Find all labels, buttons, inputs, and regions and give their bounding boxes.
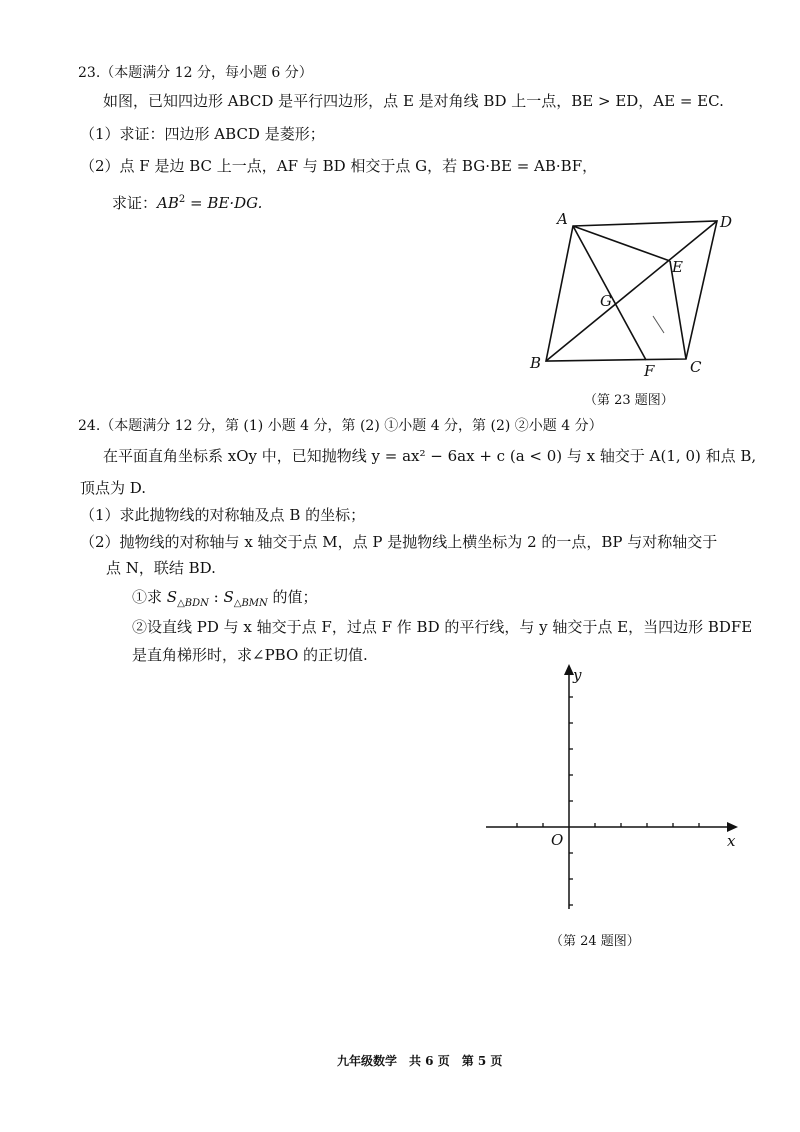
- q23-caption: （第 23 题图）: [584, 393, 674, 408]
- q23-conclusion-sup: 2: [178, 194, 186, 205]
- q24-caption: （第 24 题图）: [550, 934, 640, 949]
- label-g: G: [600, 292, 612, 310]
- q24-sub2-line1: ②设直线 PD 与 x 轴交于点 F，过点 F 作 BD 的平行线，与 y 轴交于点 E，当四边形 BDFE: [132, 618, 753, 636]
- y-axis-label: y: [573, 666, 582, 684]
- x-axis-label: x: [727, 832, 736, 850]
- q23-part2: （2）点 F 是边 BC 上一点，AF 与 BD 相交于点 G，若 BG·BE = AB·BF，: [80, 157, 598, 175]
- q24-stem-line1: 在平面直角坐标系 xOy 中，已知抛物线 y = ax² − 6ax + c (a < 0) 与 x 轴交于 A(1, 0) 和点 B,: [103, 447, 757, 465]
- q24-part1: （1）求此抛物线的对称轴及点 B 的坐标；: [80, 506, 366, 524]
- label-a: A: [557, 210, 568, 228]
- page-footer: 九年级数学 共 6 页 第 5 页: [337, 1054, 503, 1068]
- q23-stem: 如图，已知四边形 ABCD 是平行四边形，点 E 是对角线 BD 上一点，BE > ED，AE = EC.: [103, 92, 724, 110]
- q24-sub1-s2-sub: △BMN: [233, 598, 268, 609]
- q24-header: 24.（本题满分 12 分，第 (1) 小题 4 分，第 (2) ①小题 4 分，第 (2) ②小题 4 分）: [78, 418, 603, 434]
- q23-conclusion-rest: = BE·DG.: [185, 194, 263, 212]
- q24-sub1-colon: :: [208, 588, 224, 606]
- axis-ticks: [517, 697, 699, 905]
- label-f: F: [644, 362, 655, 380]
- q24-sub1-suffix: 的值；: [267, 588, 318, 606]
- q24-sub1-s1-sub: △BDN: [177, 598, 209, 609]
- label-e: E: [672, 258, 683, 276]
- origin-label: O: [551, 831, 564, 849]
- q23-part1: （1）求证：四边形 ABCD 是菱形；: [80, 125, 325, 143]
- x-axis-arrow-icon: [727, 822, 738, 832]
- q24-stem-line2: 顶点为 D.: [80, 479, 147, 497]
- q24-part2-line1: （2）抛物线的对称轴与 x 轴交于点 M，点 P 是抛物线上横坐标为 2 的一点，BP 与对称轴交于: [80, 533, 718, 551]
- q24-sub1-s1: S: [166, 588, 178, 606]
- q24-sub1-prefix: ①求: [132, 588, 167, 606]
- label-b: B: [530, 354, 542, 372]
- q23-header: 23.（本题满分 12 分，每小题 6 分）: [78, 65, 313, 81]
- q24-part2-line2: 点 N，联结 BD.: [106, 559, 216, 577]
- label-d: D: [720, 213, 733, 231]
- label-c: C: [690, 358, 702, 376]
- q23-conclusion-prefix: 求证：: [112, 194, 158, 212]
- q24-sub1-s2: S: [223, 588, 234, 606]
- q23-conclusion-base: AB: [157, 194, 179, 212]
- q24-sub2-line2: 是直角梯形时，求∠PBO 的正切值.: [132, 646, 368, 664]
